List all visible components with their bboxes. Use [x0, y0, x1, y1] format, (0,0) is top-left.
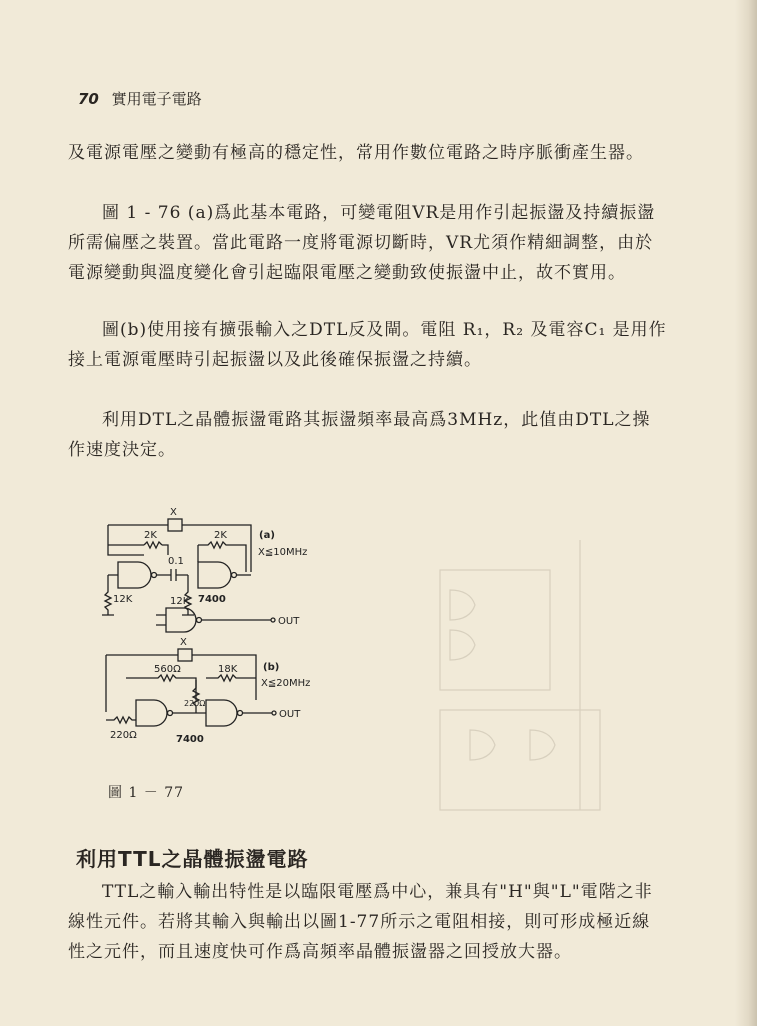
- label-b-r-top: 560Ω: [154, 664, 181, 675]
- nand-gate-b2: [206, 700, 237, 726]
- label-b-out: OUT: [279, 709, 301, 720]
- running-header: [78, 88, 202, 109]
- paragraph-1: 及電源電壓之變動有極高的穩定性，常用作數位電路之時序脈衝產生器。: [68, 143, 644, 163]
- figure-caption: 圖 1 － 77: [108, 785, 185, 801]
- label-a-r-left: 2K: [144, 530, 157, 541]
- page-number: 70: [78, 90, 99, 108]
- label-b-r-right: 18K: [218, 664, 238, 675]
- label-a-r-gnd1: 12K: [113, 594, 133, 605]
- label-b-r-mid: 220Ω: [184, 699, 206, 708]
- label-b-r-left: 220Ω: [110, 730, 137, 741]
- label-b-ic: 7400: [176, 734, 204, 745]
- label-a-cap: 0.1: [168, 556, 184, 567]
- label-b-freq: X≦20MHz: [261, 678, 311, 689]
- label-a-freq: X≦10MHz: [258, 547, 308, 558]
- label-a-out: OUT: [278, 616, 300, 627]
- nand-gate-a1: [118, 562, 151, 588]
- label-a-r-right: 2K: [214, 530, 227, 541]
- nand-gate-a-out: [166, 608, 196, 632]
- nand-gate-b1: [136, 700, 167, 726]
- circuit-figure-1-77: [96, 500, 326, 750]
- page-edge-shadow: [735, 0, 757, 1026]
- crystal-b: [178, 649, 192, 661]
- crystal-a: [168, 519, 182, 531]
- section-title: 利用TTL之晶體振盪電路: [76, 847, 309, 871]
- label-b-tag: (b): [263, 662, 280, 673]
- label-b-crystal: X: [180, 637, 187, 648]
- label-a-r-gnd2: 12K: [170, 596, 190, 607]
- label-a-ic: 7400: [198, 594, 226, 605]
- label-a-tag: (a): [259, 530, 275, 541]
- nand-gate-a2: [198, 562, 231, 588]
- paragraph-2: 圖 1 - 76 (a)爲此基本電路，可變電阻VR是用作引起振盪及持續振盪所需偏壓之裝置。當此電路一度將電源切斷時，VR尤須作精細調整，由於電源變動與溫度變化會引起臨限電壓之變動致使振盪中止，故不實用。: [68, 203, 656, 283]
- bleed-through-diagram: [380, 480, 630, 830]
- paragraph-3: 圖(b)使用接有擴張輸入之DTL反及閘。電阻 R₁，R₂ 及電容C₁ 是用作接上電源電壓時引起振盪以及此後確保振盪之持續。: [68, 320, 667, 370]
- book-title: 實用電子電路: [111, 90, 202, 108]
- paragraph-5: TTL之輸入輸出特性是以臨限電壓爲中心，兼具有"H"與"L"電階之非線性元件。若將其輸入與輸出以圖1-77所示之電阻相接，則可形成極近線性之元件，而且速度快可作爲高頻率晶體振盪器之回授放大器。: [68, 882, 653, 962]
- label-a-crystal: X: [170, 507, 177, 518]
- paragraph-4: 利用DTL之晶體振盪電路其振盪頻率最高爲3MHz，此值由DTL之操作速度決定。: [68, 410, 651, 460]
